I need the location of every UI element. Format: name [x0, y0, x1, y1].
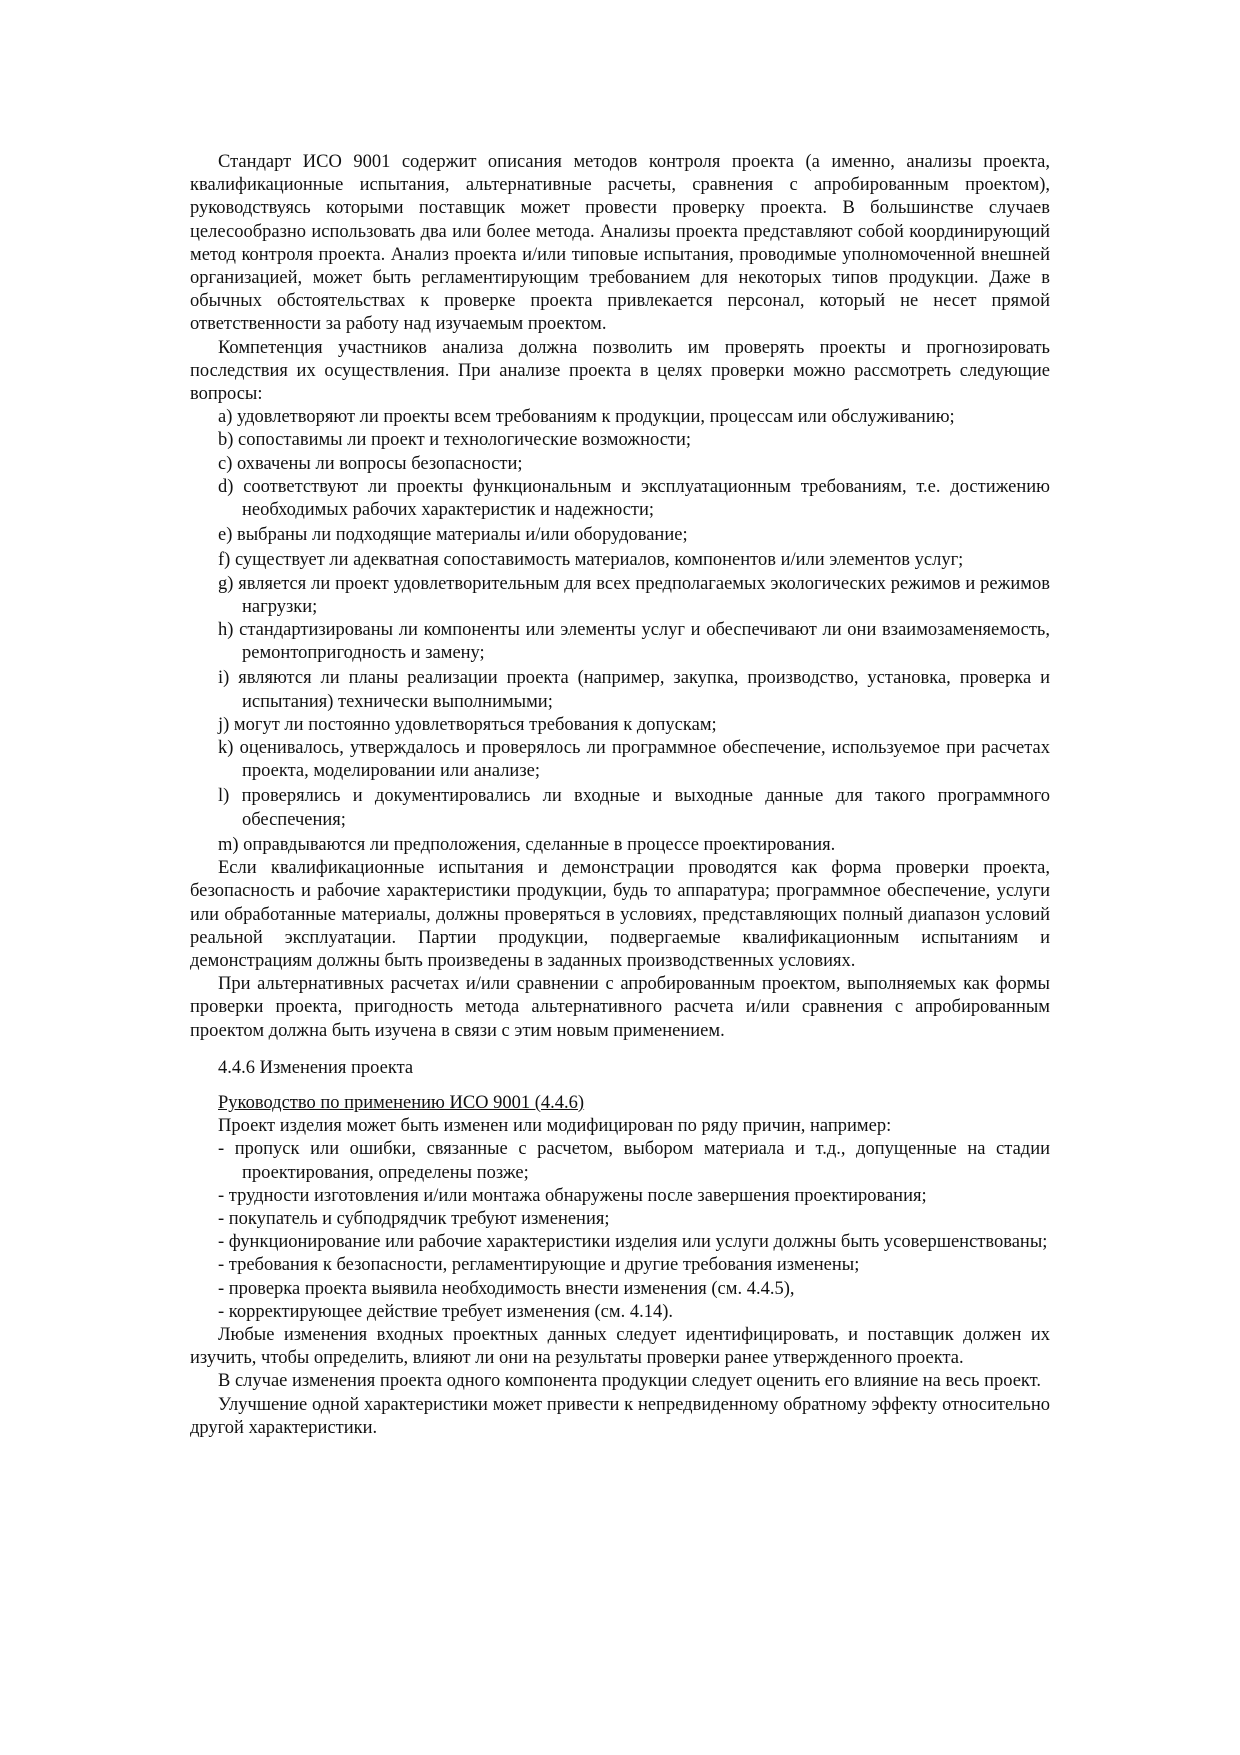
paragraph-input-changes: Любые изменения входных проектных данных следует идентифицировать, и поставщик должен их изучить, чтобы определить, влияют ли они на результаты проверки ранее утвержденного проекта. [190, 1324, 1050, 1369]
paragraph-component-change: В случае изменения проекта одного компонента продукции следует оценить его влияние на весь проект. [218, 1371, 1041, 1392]
list-item: f) существует ли адекватная сопоставимость материалов, компонентов и/или элементов услуг; [218, 550, 964, 571]
guidance-title: Руководство по применению ИСО 9001 (4.4.6) [218, 1092, 585, 1113]
list-item: h) стандартизированы ли компоненты или элементы услуг и обеспечивают ли они взаимозаменяемость, ремонтопригодность и замену; [218, 620, 1050, 664]
questions-list [190, 406, 1050, 857]
reasons-list [190, 1138, 1050, 1324]
paragraph-alternative: При альтернативных расчетах и/или сравнении с апробированным проектом, выполняемых как формы проверки проекта, пригодность метода альтернативного расчета и/или сравнения с апробированным проектом должна быть изучена в связи с этим новым применением. [190, 974, 1050, 1041]
list-item: i) являются ли планы реализации проекта (например, закупка, производство, установка, проверка и испытания) технически выполнимыми; [218, 668, 1050, 712]
list-item: e) выбраны ли подходящие материалы и/или оборудование; [218, 525, 688, 546]
document-page [190, 151, 1050, 1440]
list-item: b) сопоставимы ли проект и технологические возможности; [218, 430, 692, 451]
list-item: - функционирование или рабочие характеристики изделия или услуги должны быть усовершенствованы; [218, 1232, 1048, 1253]
paragraph-qualification: Если квалификационные испытания и демонстрации проводятся как форма проверки проекта, безопасность и рабочие характеристики продукции, будь то аппаратура; программное обеспечение, услуги или обработанные материалы, должны проверяться в условиях, представляющих полный диапазон условий реальной эксплуатации. Партии продукции, подвергаемые квалификационным испытаниям и демонстрациям должны быть произведены в заданных производственных условиях. [190, 858, 1050, 971]
list-item: c) охвачены ли вопросы безопасности; [218, 453, 523, 474]
list-item: m) оправдываются ли предположения, сделанные в процессе проектирования. [218, 834, 836, 855]
list-item: l) проверялись и документировались ли входные и выходные данные для такого программного обеспечения; [218, 786, 1050, 830]
list-item: a) удовлетворяют ли проекты всем требованиям к продукции, процессам или обслуживанию; [218, 407, 955, 428]
list-item: - требования к безопасности, регламентирующие и другие требования изменены; [218, 1255, 860, 1276]
list-item: j) могут ли постоянно удовлетворяться требования к допускам; [218, 714, 717, 735]
paragraph-methods: Стандарт ИСО 9001 содержит описания методов контроля проекта (а именно, анализы проекта, квалификационные испытания, альтернативные расчеты, сравнения с апробированным проектом), руководствуясь которыми поставщик может провести проверку проекта. В большинстве случаев целесообразно использовать два или более метода. Анализы проекта представляют собой координирующий метод контроля проекта. Анализ проекта и/или типовые испытания, проводимые уполномоченной внешней организацией, может быть регламентирующим требованием для некоторых типов продукции. Даже в обычных обстоятельствах к проверке проекта привлекается персонал, который не несет прямой ответственности за работу над изучаемым проектом. [190, 152, 1050, 335]
list-item: - покупатель и субподрядчик требуют изменения; [218, 1208, 610, 1229]
section-heading: 4.4.6 Изменения проекта [218, 1057, 414, 1078]
paragraph-competence: Компетенция участников анализа должна позволить им проверять проекты и прогнозировать последствия их осуществления. При анализе проекта в целях проверки можно рассмотреть следующие вопросы: [190, 337, 1050, 405]
guidance-intro: Проект изделия может быть изменен или модифицирован по ряду причин, например: [218, 1116, 892, 1137]
paragraph-side-effect: Улучшение одной характеристики может привести к непредвиденному обратному эффекту относительно другой характеристики. [190, 1394, 1050, 1438]
list-item: g) является ли проект удовлетворительным для всех предполагаемых экологических режимов и режимов нагрузки; [218, 573, 1050, 617]
list-item: k) оценивалось, утверждалось и проверялось ли программное обеспечение, используемое при расчетах проекта, моделировании или анализе; [218, 738, 1050, 782]
list-item: - проверка проекта выявила необходимость внести изменения (см. 4.4.5), [218, 1278, 795, 1299]
list-item: - корректирующее действие требует изменения (см. 4.14). [218, 1301, 673, 1322]
list-item: d) соответствуют ли проекты функциональным и эксплуатационным требованиям, т.е. достижению необходимых рабочих характеристик и надежности; [218, 476, 1050, 521]
list-item: - трудности изготовления и/или монтажа обнаружены после завершения проектирования; [218, 1185, 927, 1206]
list-item: - пропуск или ошибки, связанные с расчетом, выбором материала и т.д., допущенные на стадии проектирования, определены позже; [218, 1139, 1050, 1183]
